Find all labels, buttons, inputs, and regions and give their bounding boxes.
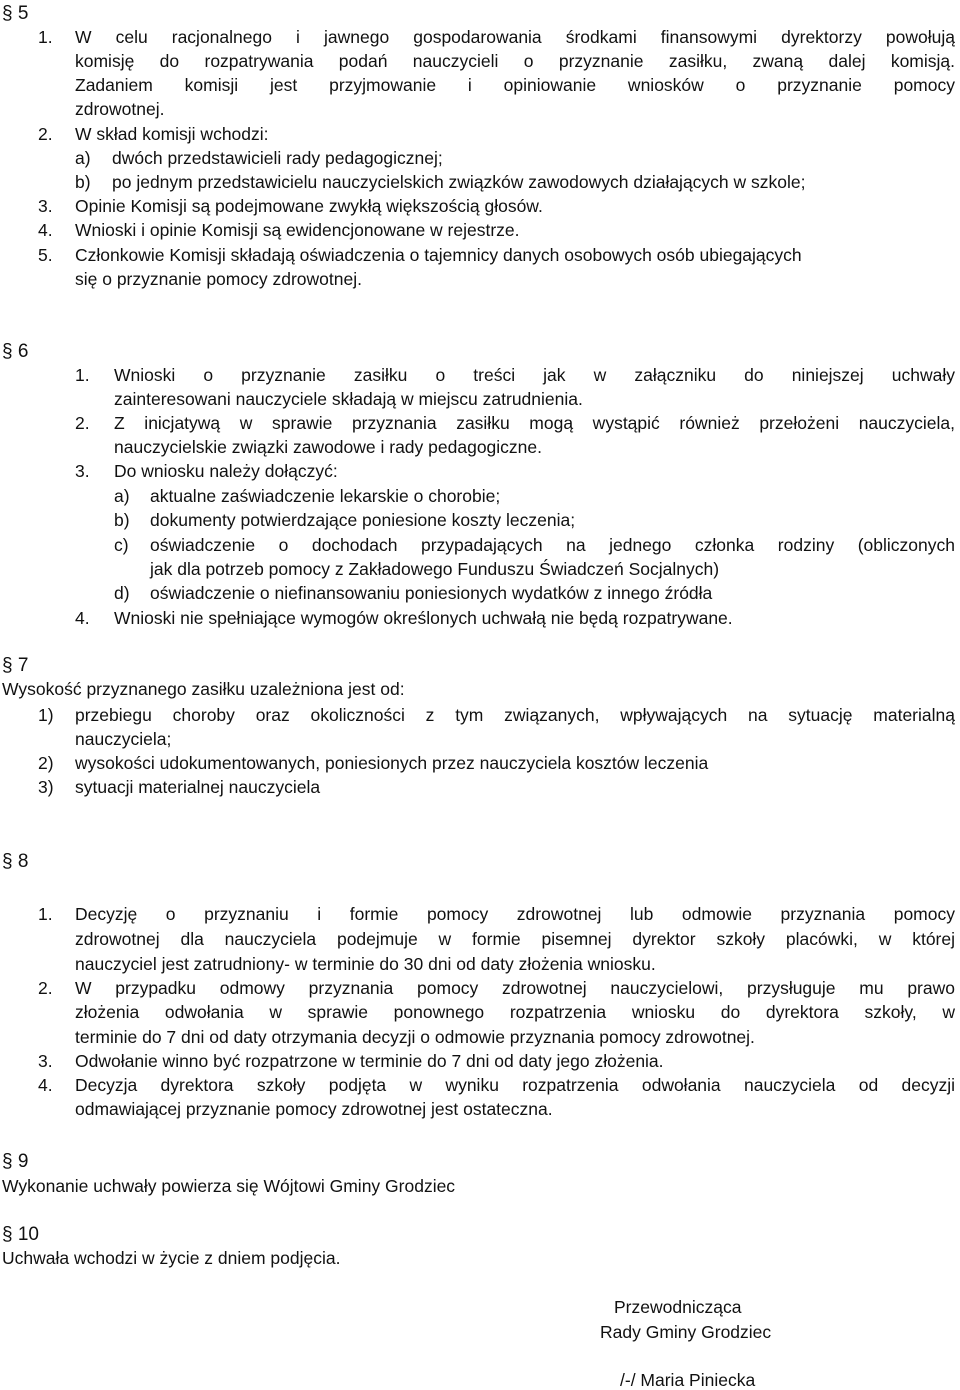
s8-p2-line1: W przypadku odmowy przyznania pomocy zdrowotnej nauczycielowi, przysługuje mu prawo (75, 978, 955, 998)
s5-p2a-text: dwóch przedstawicieli rady pedagogicznej; (112, 148, 443, 168)
s5-p5-line2: się o przyznanie pomocy zdrowotnej. (75, 269, 362, 289)
s7-p1-line1: przebiegu choroby oraz okoliczności z tym związanych, wpływających na sytuację materialną (75, 705, 955, 725)
s6-p3b-text: dokumenty potwierdzające poniesione koszty leczenia; (150, 510, 576, 530)
section-6-heading: § 6 (2, 341, 29, 362)
s6-p3c-line1: oświadczenie o dochodach przypadających na jednego członka rodziny (obliczonych (150, 535, 955, 555)
s8-p3-text: Odwołanie winno być rozpatrzone w terminie do 7 dni od daty jego złożenia. (75, 1051, 664, 1071)
s6-p2-line2: nauczycielskie związki zawodowe i rady pedagogiczne. (114, 437, 542, 457)
s6-p3-text: Do wniosku należy dołączyć: (114, 461, 338, 481)
s6-p2-line1: Z inicjatywą w sprawie przyznania zasiłku mogą wystąpić również przełożeni nauczyciela, (114, 413, 955, 433)
s6-p3c-line2: jak dla potrzeb pomocy z Zakładowego Funduszu Świadczeń Socjalnych) (150, 559, 720, 579)
s6-p3a-text: aktualne zaświadczenie lekarskie o chorobie; (150, 486, 501, 506)
s5-p3-number: 3. (38, 196, 53, 216)
s8-p1-line2: zdrowotnej dla nauczyciela podejmuje w formie pisemnej dyrektor szkoły placówki, w której (75, 929, 955, 949)
s8-p4-line1: Decyzja dyrektora szkoły podjęta w wyniku rozpatrzenia odwołania nauczyciela od decyzji (75, 1075, 955, 1095)
s6-p3a-letter: a) (114, 486, 130, 506)
s5-p1-line3: Zadaniem komisji jest przyjmowanie i opiniowanie wniosków o przyznanie pomocy (75, 75, 955, 95)
s5-p5-line1: Członkowie Komisji składają oświadczenia o tajemnicy danych osobowych osób ubiegających (75, 245, 802, 265)
s10-text: Uchwała wchodzi w życie z dniem podjęcia. (2, 1248, 341, 1268)
s6-p2-number: 2. (75, 413, 90, 433)
s5-p3-text: Opinie Komisji są podejmowane zwykłą większością głosów. (75, 196, 543, 216)
s8-p2-line2: złożenia odwołania w sprawie ponownego rozpatrzenia wniosku do dyrektora szkoły, w (75, 1002, 955, 1022)
s6-p1-number: 1. (75, 365, 90, 385)
section-7-heading: § 7 (2, 655, 29, 676)
s8-p1-number: 1. (38, 904, 53, 924)
s8-p3-number: 3. (38, 1051, 53, 1071)
s6-p3d-text: oświadczenie o niefinansowaniu poniesionych wydatków z innego źródła (150, 583, 713, 603)
s8-p2-number: 2. (38, 978, 53, 998)
s8-p4-line2: odmawiającej przyznanie pomocy zdrowotnej jest ostateczna. (75, 1099, 553, 1119)
s8-p1-line3: nauczyciel jest zatrudniony- w terminie do 30 dni od daty złożenia wniosku. (75, 954, 656, 974)
s5-p2b-text: po jednym przedstawicielu nauczycielskich związków zawodowych działających w szkole; (112, 172, 806, 192)
s5-p2b-letter: b) (75, 172, 91, 192)
s7-intro: Wysokość przyznanego zasiłku uzależniona jest od: (2, 679, 405, 699)
s5-p1-line4: zdrowotnej. (75, 99, 165, 119)
s7-p2-text: wysokości udokumentowanych, poniesionych przez nauczyciela kosztów leczenia (75, 753, 709, 773)
s7-p2-number: 2) (38, 753, 54, 773)
s7-p3-text: sytuacji materialnej nauczyciela (75, 777, 321, 797)
s6-p4-number: 4. (75, 608, 90, 628)
s8-p4-number: 4. (38, 1075, 53, 1095)
s5-p4-text: Wnioski i opinie Komisji są ewidencjonowane w rejestrze. (75, 220, 520, 240)
s5-p2-text: W skład komisji wchodzi: (75, 124, 269, 144)
s7-p3-number: 3) (38, 777, 54, 797)
s9-text: Wykonanie uchwały powierza się Wójtowi Gminy Grodziec (2, 1176, 456, 1196)
s5-p2-number: 2. (38, 124, 53, 144)
s6-p3d-letter: d) (114, 583, 130, 603)
s5-p1-line2: komisję do rozpatrywania podań nauczycieli o przyznanie zasiłku, zwaną dalej komisją. (75, 51, 955, 71)
section-8-heading: § 8 (2, 851, 29, 872)
s6-p4-text: Wnioski nie spełniające wymogów określonych uchwałą nie będą rozpatrywane. (114, 608, 733, 628)
s7-p1-line2: nauczyciela; (75, 729, 172, 749)
s6-p1-line1: Wnioski o przyznanie zasiłku o treści jak w załączniku do niniejszej uchwały (114, 365, 955, 385)
s8-p1-line1: Decyzję o przyznaniu i formie pomocy zdrowotnej lub odmowie przyznania pomocy (75, 904, 955, 924)
s5-p5-number: 5. (38, 245, 53, 265)
s7-p1-number: 1) (38, 705, 54, 725)
s6-p3b-letter: b) (114, 510, 130, 530)
signature-body: Rady Gminy Grodziec (600, 1322, 772, 1342)
s6-p3c-letter: c) (114, 535, 129, 555)
s5-p2a-letter: a) (75, 148, 91, 168)
s5-p1-line1: W celu racjonalnego i jawnego gospodarowania środkami finansowymi dyrektorzy powołują (75, 27, 955, 47)
s5-p1-number: 1. (38, 27, 53, 47)
s5-p4-number: 4. (38, 220, 53, 240)
section-10-heading: § 10 (2, 1224, 39, 1245)
section-5-heading: § 5 (2, 3, 29, 24)
section-9-heading: § 9 (2, 1151, 29, 1172)
s8-p2-line3: terminie do 7 dni od daty otrzymania decyzji o odmowie przyznania pomocy zdrowotnej. (75, 1027, 755, 1047)
s6-p3-number: 3. (75, 461, 90, 481)
s6-p1-line2: zainteresowani nauczyciele składają w miejscu zatrudnienia. (114, 389, 583, 409)
signature-name: /-/ Maria Piniecka (620, 1370, 756, 1390)
signature-role: Przewodnicząca (614, 1297, 742, 1317)
